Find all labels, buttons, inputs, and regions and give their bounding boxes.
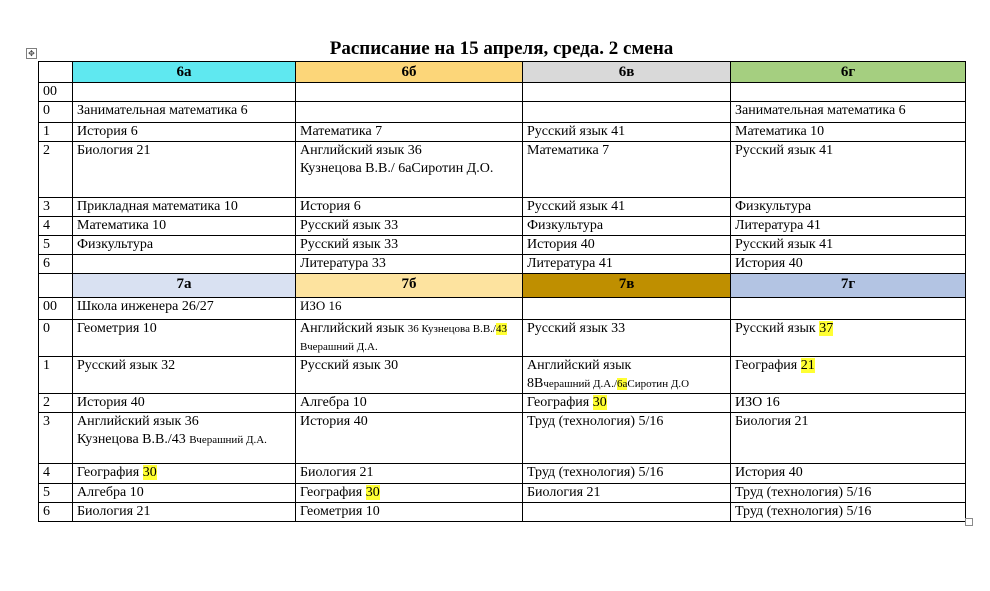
lesson-number: 6: [39, 503, 73, 522]
table-move-handle[interactable]: ✥: [26, 48, 37, 59]
lesson-subject: Английский язык: [300, 321, 405, 336]
table-row: [39, 123, 966, 142]
lesson-cell: [73, 413, 296, 464]
lesson-cell: Русский язык 41: [731, 142, 966, 198]
lesson-subject: Английский язык 36: [77, 414, 199, 429]
lesson-cell: [73, 464, 296, 484]
room-highlight: 6а: [617, 378, 628, 390]
lesson-cell: [523, 394, 731, 413]
lesson-cell: [296, 320, 523, 357]
lesson-cell: Физкультура: [523, 217, 731, 236]
lesson-cell: Школа инженера 26/27: [73, 298, 296, 320]
lesson-number: 1: [39, 123, 73, 142]
header-row-7: [39, 274, 966, 298]
lesson-cell: Геометрия 10: [73, 320, 296, 357]
lesson-subject: География: [77, 465, 140, 480]
lesson-cell: Литература 41: [523, 255, 731, 274]
lesson-cell: Физкультура: [73, 236, 296, 255]
lesson-number: 1: [39, 357, 73, 394]
lesson-teachers: Вчерашний Д.А.: [300, 341, 378, 353]
lesson-number: 0: [39, 102, 73, 123]
lesson-cell: Алгебра 10: [296, 394, 523, 413]
lesson-subject: Английский язык: [527, 358, 632, 373]
lesson-teachers: Сиротин Д.О: [627, 378, 690, 390]
lesson-cell: Русский язык 33: [523, 320, 731, 357]
lesson-cell: Русский язык 33: [296, 217, 523, 236]
lesson-cell: Биология 21: [731, 413, 966, 464]
lesson-cell: История 40: [731, 255, 966, 274]
table-row: [39, 102, 966, 123]
lesson-teachers: Кузнецова В.В./43: [77, 432, 186, 447]
lesson-teachers: 36 Кузнецова В.В./: [407, 323, 496, 335]
lesson-subject: Русский язык: [735, 321, 816, 336]
lesson-cell: Биология 21: [73, 503, 296, 522]
corner-cell: [39, 62, 73, 83]
corner-cell: [39, 274, 73, 298]
table-row: [39, 320, 966, 357]
lesson-cell: История 6: [73, 123, 296, 142]
lesson-cell: [73, 255, 296, 274]
lesson-cell: [731, 357, 966, 394]
lesson-cell: Труд (технология) 5/16: [731, 503, 966, 522]
page-title: Расписание на 15 апреля, среда. 2 смена: [329, 38, 674, 59]
lesson-number: 5: [39, 236, 73, 255]
lesson-number: 5: [39, 484, 73, 503]
lesson-cell: [523, 298, 731, 320]
lesson-cell: История 6: [296, 198, 523, 217]
lesson-number: 3: [39, 198, 73, 217]
lesson-cell: Физкультура: [731, 198, 966, 217]
lesson-number: 6: [39, 255, 73, 274]
lesson-cell: Математика 10: [73, 217, 296, 236]
lesson-cell: Алгебра 10: [73, 484, 296, 503]
class-header-7v: 7в: [523, 274, 731, 298]
lesson-cell: Труд (технология) 5/16: [523, 413, 731, 464]
table-row: [39, 198, 966, 217]
lesson-cell: [523, 503, 731, 522]
lesson-cell: История 40: [296, 413, 523, 464]
class-header-7a: 7а: [73, 274, 296, 298]
lesson-cell: Геометрия 10: [296, 503, 523, 522]
table-row: [39, 484, 966, 503]
room-highlight: 30: [592, 395, 607, 410]
lesson-number: 2: [39, 394, 73, 413]
lesson-cell: Труд (технология) 5/16: [523, 464, 731, 484]
lesson-cell: [523, 102, 731, 123]
room-highlight: 30: [142, 465, 157, 480]
lesson-cell: [296, 298, 523, 320]
lesson-cell: Русский язык 41: [731, 236, 966, 255]
lesson-cell: Русский язык 33: [296, 236, 523, 255]
schedule-table: [38, 61, 966, 522]
lesson-cell: [296, 102, 523, 123]
lesson-cell: Литература 33: [296, 255, 523, 274]
lesson-cell: Математика 10: [731, 123, 966, 142]
lesson-subject: Английский язык 36: [300, 143, 422, 158]
room-highlight: 43: [495, 323, 507, 335]
room-highlight: 30: [365, 485, 380, 500]
lesson-cell: История 40: [73, 394, 296, 413]
lesson-cell: [731, 83, 966, 102]
table-row: [39, 413, 966, 464]
table-row: [39, 298, 966, 320]
room-highlight: 21: [800, 358, 815, 373]
lesson-cell: [73, 83, 296, 102]
lesson-cell: История 40: [523, 236, 731, 255]
lesson-number: 00: [39, 83, 73, 102]
lesson-subject: География: [527, 395, 590, 410]
lesson-subject: География: [735, 358, 798, 373]
lesson-subject: География: [300, 485, 363, 500]
lesson-subject: ИЗО 16: [300, 298, 342, 313]
class-header-7g: 7г: [731, 274, 966, 298]
header-row-6: [39, 62, 966, 83]
lesson-cell: [296, 142, 523, 198]
lesson-cell: ИЗО 16: [731, 394, 966, 413]
lesson-cell: Биология 21: [73, 142, 296, 198]
table-row: [39, 357, 966, 394]
room-number: 8В: [527, 376, 544, 391]
table-row: [39, 236, 966, 255]
table-row: [39, 217, 966, 236]
lesson-cell: Русский язык 32: [73, 357, 296, 394]
class-header-6a: 6а: [73, 62, 296, 83]
lesson-cell: Занимательная математика 6: [731, 102, 966, 123]
table-row: [39, 142, 966, 198]
lesson-cell: Русский язык 41: [523, 198, 731, 217]
table-row: [39, 503, 966, 522]
lesson-cell: Математика 7: [523, 142, 731, 198]
lesson-number: 4: [39, 464, 73, 484]
class-header-6b: 6б: [296, 62, 523, 83]
lesson-number: 4: [39, 217, 73, 236]
table-row: [39, 464, 966, 484]
lesson-cell: Прикладная математика 10: [73, 198, 296, 217]
class-header-6g: 6г: [731, 62, 966, 83]
table-resize-handle[interactable]: [965, 518, 973, 526]
table-row: [39, 394, 966, 413]
lesson-teachers: Кузнецова В.В./ 6аСиротин Д.О.: [300, 161, 494, 176]
table-row: [39, 83, 966, 102]
lesson-teachers: Вчерашний Д.А.: [189, 434, 267, 446]
lesson-number: 0: [39, 320, 73, 357]
lesson-cell: Математика 7: [296, 123, 523, 142]
lesson-cell: Литература 41: [731, 217, 966, 236]
lesson-cell: Биология 21: [523, 484, 731, 503]
lesson-teachers: черашний Д.А./: [543, 378, 618, 390]
lesson-cell: Труд (технология) 5/16: [731, 484, 966, 503]
room-highlight: 37: [819, 321, 834, 336]
lesson-number: 00: [39, 298, 73, 320]
lesson-cell: [296, 484, 523, 503]
class-header-6v: 6в: [523, 62, 731, 83]
lesson-cell: Биология 21: [296, 464, 523, 484]
lesson-cell: [523, 357, 731, 394]
lesson-number: 3: [39, 413, 73, 464]
lesson-cell: Русский язык 41: [523, 123, 731, 142]
table-row: [39, 255, 966, 274]
lesson-cell: Занимательная математика 6: [73, 102, 296, 123]
lesson-cell: [296, 83, 523, 102]
lesson-number: 2: [39, 142, 73, 198]
lesson-cell: История 40: [731, 464, 966, 484]
lesson-cell: [523, 83, 731, 102]
lesson-cell: Русский язык 30: [296, 357, 523, 394]
lesson-cell: [731, 298, 966, 320]
lesson-cell: [731, 320, 966, 357]
class-header-7b: 7б: [296, 274, 523, 298]
